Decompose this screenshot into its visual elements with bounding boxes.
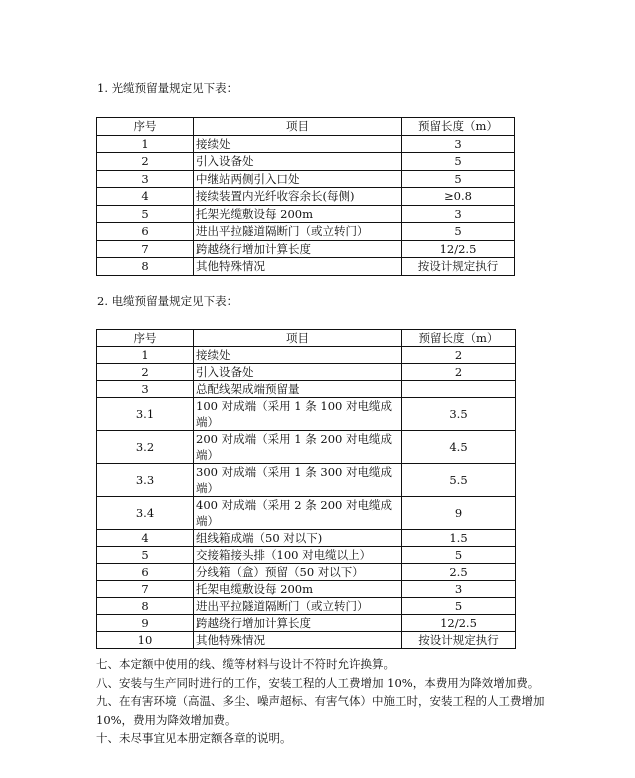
row-length: 5: [402, 598, 516, 615]
row-item: 引入设备处: [194, 153, 402, 171]
row-item: 接续处: [194, 135, 402, 153]
table-header-row: [97, 330, 516, 347]
row-item: 总配线架成端预留量: [194, 381, 402, 398]
row-no: 4: [97, 188, 194, 206]
table-row: [97, 564, 516, 581]
table-row: [97, 188, 515, 206]
table-row: [97, 615, 516, 632]
cable-reserve-table: [96, 329, 516, 649]
row-no: 1: [97, 347, 194, 364]
header-item: 项目: [194, 118, 402, 136]
row-no: 8: [97, 598, 194, 615]
section2-heading: 2. 电缆预留量规定见下表：: [97, 294, 239, 308]
row-length: 3: [402, 581, 516, 598]
table-row: [97, 497, 516, 530]
table-row: [97, 598, 516, 615]
note-paragraph: 七、本定额中使用的线、缆等材料与设计不符时允许换算。: [96, 657, 395, 671]
row-length: 5: [402, 547, 516, 564]
row-item: 进出平拉隧道隔断门（或立转门）: [194, 223, 402, 241]
row-no: 10: [97, 632, 194, 649]
fiber-reserve-table: [96, 117, 515, 276]
table-row: [97, 258, 515, 276]
table-row: [97, 547, 516, 564]
row-item: 200 对成端（采用 1 条 200 对电缆成端）: [194, 431, 402, 464]
header-length: 预留长度（m）: [402, 118, 515, 136]
table-header-row: [97, 118, 515, 136]
row-no: 5: [97, 547, 194, 564]
table-row: [97, 205, 515, 223]
row-length: 5: [402, 223, 515, 241]
note-paragraph: 十、未尽事宜见本册定额各章的说明。: [96, 731, 292, 745]
row-no: 7: [97, 240, 194, 258]
row-item: 100 对成端（采用 1 条 100 对电缆成端）: [194, 398, 402, 431]
section1-heading: 1. 光缆预留量规定见下表：: [97, 81, 239, 95]
header-item: 项目: [194, 330, 402, 347]
table-row: [97, 347, 516, 364]
row-no: 3.1: [97, 398, 194, 431]
row-no: 3.2: [97, 431, 194, 464]
row-item: 接续处: [194, 347, 402, 364]
row-length: 4.5: [402, 431, 516, 464]
row-item: 其他特殊情况: [194, 258, 402, 276]
row-length: 2: [402, 347, 516, 364]
table-row: [97, 464, 516, 497]
row-item: 跨越绕行增加计算长度: [194, 615, 402, 632]
table-row: [97, 632, 516, 649]
header-no: 序号: [97, 118, 194, 136]
row-length: 3: [402, 135, 515, 153]
row-item: 组线箱成端（50 对以下): [194, 530, 402, 547]
row-item: 300 对成端（采用 1 条 300 对电缆成端）: [194, 464, 402, 497]
row-no: 3.4: [97, 497, 194, 530]
row-no: 5: [97, 205, 194, 223]
row-item: 其他特殊情况: [194, 632, 402, 649]
table-row: [97, 398, 516, 431]
table-row: [97, 431, 516, 464]
row-length: 12/2.5: [402, 240, 515, 258]
row-no: 4: [97, 530, 194, 547]
row-length: 5: [402, 170, 515, 188]
row-no: 8: [97, 258, 194, 276]
row-no: 1: [97, 135, 194, 153]
table-row: [97, 530, 516, 547]
row-length: 5: [402, 153, 515, 171]
row-item: 分线箱（盒）预留（50 对以下）: [194, 564, 402, 581]
table-row: [97, 223, 515, 241]
row-item: 托架电缆敷设每 200m: [194, 581, 402, 598]
row-length: 12/2.5: [402, 615, 516, 632]
row-no: 6: [97, 564, 194, 581]
row-item: 交接箱接头排（100 对电缆以上）: [194, 547, 402, 564]
row-no: 6: [97, 223, 194, 241]
row-no: 3: [97, 170, 194, 188]
note-paragraph: 八、安装与生产同时进行的工作，安装工程的人工费增加 10%，本费用为降效增加费。: [96, 675, 540, 690]
row-length: 按设计规定执行: [402, 632, 516, 649]
row-length: ≥0.8: [402, 188, 515, 206]
row-item: 托架光缆敷设每 200m: [194, 205, 402, 223]
row-no: 3.3: [97, 464, 194, 497]
row-item: 进出平拉隧道隔断门（或立转门）: [194, 598, 402, 615]
table-row: [97, 240, 515, 258]
notes-section: [96, 655, 546, 748]
row-item: 中继站两侧引入口处: [194, 170, 402, 188]
note-paragraph: 九、在有害环境（高温、多尘、噪声超标、有害气体）中施工时，安装工程的人工费增加 10%，费用为降效增加费。: [96, 694, 545, 727]
row-length: [402, 381, 516, 398]
header-no: 序号: [97, 330, 194, 347]
table-row: [97, 364, 516, 381]
row-length: 按设计规定执行: [402, 258, 515, 276]
row-no: 3: [97, 381, 194, 398]
row-item: 400 对成端（采用 2 条 200 对电缆成端）: [194, 497, 402, 530]
row-length: 3.5: [402, 398, 516, 431]
row-no: 2: [97, 153, 194, 171]
row-item: 引入设备处: [194, 364, 402, 381]
row-no: 2: [97, 364, 194, 381]
row-length: 1.5: [402, 530, 516, 547]
row-length: 5.5: [402, 464, 516, 497]
table-row: [97, 170, 515, 188]
row-no: 9: [97, 615, 194, 632]
table-row: [97, 135, 515, 153]
row-length: 9: [402, 497, 516, 530]
row-length: 3: [402, 205, 515, 223]
row-item: 跨越绕行增加计算长度: [194, 240, 402, 258]
row-length: 2: [402, 364, 516, 381]
row-length: 2.5: [402, 564, 516, 581]
table-row: [97, 153, 515, 171]
table-row: [97, 381, 516, 398]
table-row: [97, 581, 516, 598]
row-no: 7: [97, 581, 194, 598]
row-item: 接续装置内光纤收容余长(每侧): [194, 188, 402, 206]
header-length: 预留长度（m）: [402, 330, 516, 347]
